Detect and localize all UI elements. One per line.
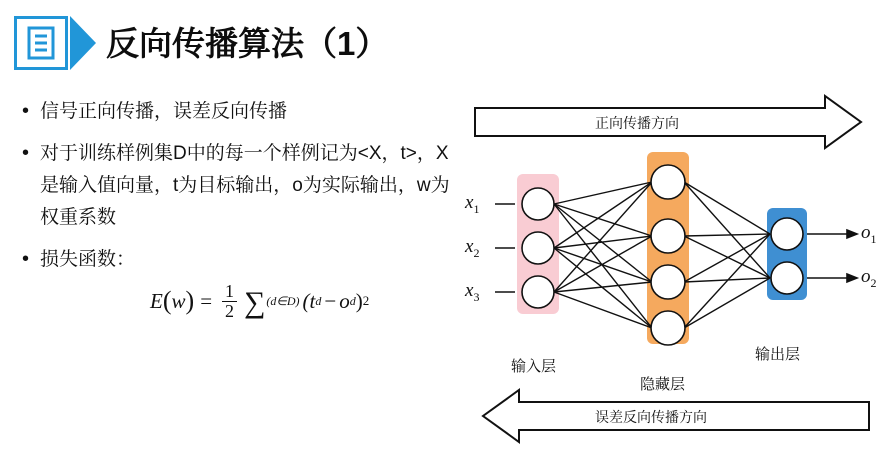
formula-paren-open: ( bbox=[162, 286, 172, 316]
bullet-dot-icon: • bbox=[22, 142, 30, 164]
slide-header bbox=[0, 0, 894, 86]
document-icon bbox=[14, 16, 68, 70]
bullet-text-3: 损失函数： bbox=[40, 249, 136, 270]
formula-sigma-icon: ∑ bbox=[244, 286, 266, 320]
formula-sigma-subscript: (d∈D) bbox=[266, 293, 300, 308]
formula-term-2: o bbox=[339, 288, 350, 313]
output-layer-label: 输出层 bbox=[755, 346, 801, 363]
loss-function-formula bbox=[150, 282, 369, 321]
list-item bbox=[22, 138, 452, 234]
formula-lhs: E bbox=[150, 288, 163, 313]
formula-term-sub-1: d bbox=[315, 293, 322, 308]
bullet-text-2: 对于训练样例集D中的每一个样例记为<X，t>，X是输入值向量，t为目标输出，o为实际输出，w为权重系数 bbox=[40, 143, 450, 228]
formula-exponent: 2 bbox=[362, 293, 370, 309]
formula-minus: − bbox=[324, 288, 337, 313]
bullet-text-1: 信号正向传播，误差反向传播 bbox=[40, 101, 288, 122]
header-chevron-icon bbox=[70, 16, 96, 70]
hidden-layer-label: 隐藏层 bbox=[640, 376, 686, 393]
input-node-label-2: $x_2$ bbox=[465, 236, 480, 260]
bullet-list bbox=[22, 96, 452, 286]
bullet-dot-icon: • bbox=[22, 100, 30, 122]
formula-frac-numerator: 1 bbox=[225, 281, 235, 301]
formula-term-sub-2: d bbox=[349, 293, 356, 308]
formula-lhs-arg: w bbox=[171, 288, 186, 313]
formula-close-paren: ) bbox=[355, 288, 363, 313]
list-item bbox=[22, 96, 452, 128]
output-node-label-2: $o_2$ bbox=[861, 266, 877, 290]
formula-frac-denominator: 2 bbox=[222, 301, 237, 321]
input-node-label-3: $x_3$ bbox=[465, 280, 480, 304]
input-layer-label: 输入层 bbox=[511, 358, 557, 375]
formula-paren-close: ) bbox=[185, 286, 195, 316]
backward-propagation-label: 误差反向传播方向 bbox=[595, 409, 707, 425]
input-node-label-1: $x_1$ bbox=[465, 192, 480, 216]
output-node-label-1: $o_1$ bbox=[861, 222, 877, 246]
formula-term-open: (t bbox=[302, 288, 316, 313]
formula-equals: = bbox=[200, 288, 213, 313]
page-title: 反向传播算法（1） bbox=[106, 25, 389, 62]
neural-network-diagram bbox=[455, 90, 889, 456]
bullet-dot-icon: • bbox=[22, 248, 30, 270]
forward-propagation-label: 正向传播方向 bbox=[595, 115, 679, 131]
list-item bbox=[22, 244, 452, 276]
formula-fraction bbox=[222, 282, 237, 321]
